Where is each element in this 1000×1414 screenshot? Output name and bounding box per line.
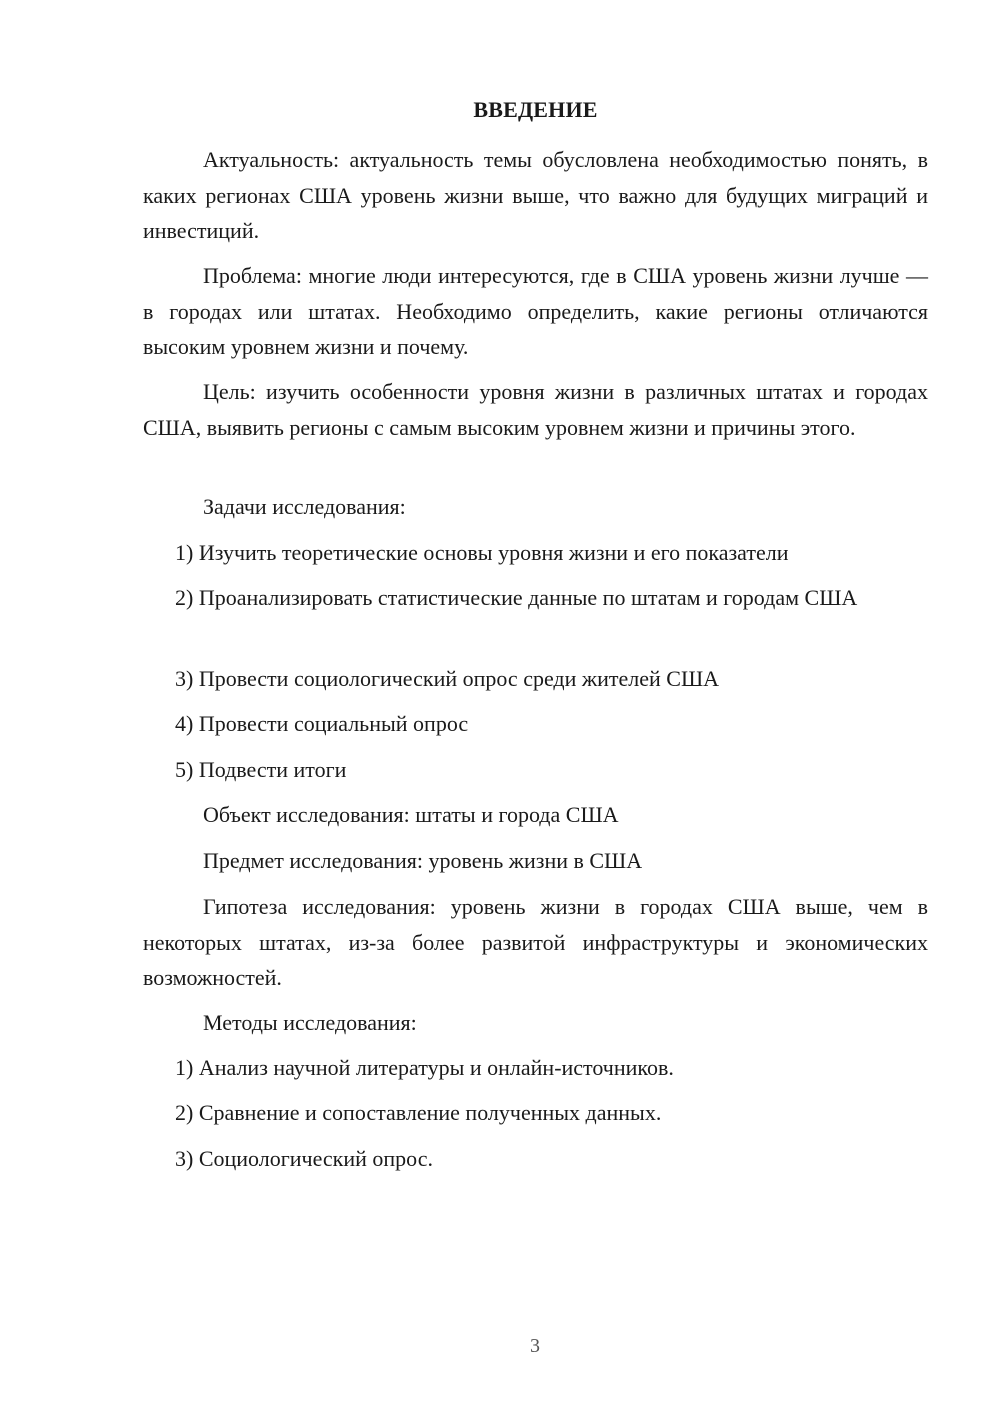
task-item-5: 5) Подвести итоги	[175, 757, 347, 782]
relevance-paragraph: Актуальность: актуальность темы обусловлена необходимостью понять, в каких регионах США уровень жизни выше, что важно для будущих миграций и инвестиций.	[143, 147, 928, 243]
page-number: 3	[530, 1335, 540, 1357]
tasks-title: Задачи исследования:	[203, 494, 406, 519]
task-item-1: 1) Изучить теоретические основы уровня жизни и его показатели	[175, 540, 789, 565]
methods-title: Методы исследования:	[203, 1010, 417, 1035]
task-item-2: 2) Проанализировать статистические данные по штатам и городам США	[175, 585, 858, 610]
method-item-1: 1) Анализ научной литературы и онлайн-источников.	[175, 1055, 674, 1080]
method-item-2: 2) Сравнение и сопоставление полученных данных.	[175, 1100, 662, 1125]
task-item-4: 4) Провести социальный опрос	[175, 711, 469, 736]
task-item-3: 3) Провести социологический опрос среди жителей США	[175, 666, 720, 691]
problem-paragraph: Проблема: многие люди интересуются, где в США уровень жизни лучше — в городах или штатах. Необходимо определить, какие регионы отличаются высоким уровнем жизни и почему.	[143, 263, 928, 359]
object-paragraph: Объект исследования: штаты и города США	[203, 802, 619, 827]
hypothesis-paragraph: Гипотеза исследования: уровень жизни в городах США выше, чем в некоторых штатах, из-за более развитой инфраструктуры и экономических возможностей.	[143, 894, 928, 990]
subject-paragraph: Предмет исследования: уровень жизни в США	[203, 848, 643, 873]
method-item-3: 3) Социологический опрос.	[175, 1146, 433, 1171]
page-title: ВВЕДЕНИЕ	[473, 97, 598, 122]
goal-paragraph: Цель: изучить особенности уровня жизни в различных штатах и городах США, выявить регионы с самым высоким уровнем жизни и причины этого.	[143, 379, 928, 440]
